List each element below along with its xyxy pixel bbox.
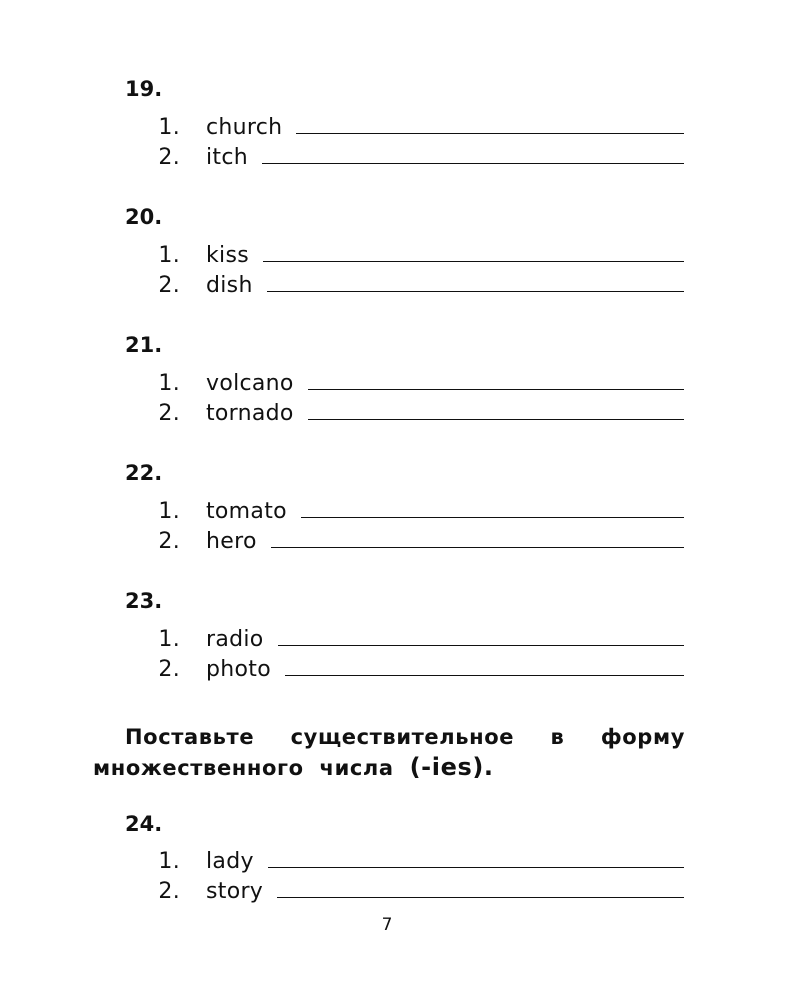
answer-line[interactable] xyxy=(278,629,684,646)
item-word: itch xyxy=(206,145,248,170)
item-word: kiss xyxy=(206,243,249,268)
instruction-line-1: Поставьте существительное в форму xyxy=(125,725,685,749)
item-number: 2. xyxy=(158,401,180,426)
item-word: dish xyxy=(206,273,253,298)
item-number: 1. xyxy=(158,115,180,140)
exercise-item xyxy=(150,848,684,876)
answer-line[interactable] xyxy=(263,245,684,262)
exercise-item xyxy=(150,400,684,428)
exercise-number: 20. xyxy=(125,205,163,229)
answer-line[interactable] xyxy=(271,531,684,548)
item-word: hero xyxy=(206,529,257,554)
exercise-number: 21. xyxy=(125,333,163,357)
item-word: volcano xyxy=(206,371,294,396)
item-number: 1. xyxy=(158,499,180,524)
exercise-item xyxy=(150,272,684,300)
item-word: church xyxy=(206,115,283,140)
item-number: 2. xyxy=(158,657,180,682)
item-number: 2. xyxy=(158,879,180,904)
item-word: photo xyxy=(206,657,271,682)
exercise-number: 19. xyxy=(125,77,163,101)
exercise-number: 22. xyxy=(125,461,163,485)
item-number: 2. xyxy=(158,529,180,554)
answer-line[interactable] xyxy=(267,275,684,292)
exercise-number: 24. xyxy=(125,812,163,836)
item-number: 1. xyxy=(158,243,180,268)
answer-line[interactable] xyxy=(296,117,684,134)
exercise-item xyxy=(150,878,684,906)
exercise-item xyxy=(150,656,684,684)
answer-line[interactable] xyxy=(262,147,684,164)
item-number: 1. xyxy=(158,371,180,396)
instruction-suffix: (-ies). xyxy=(409,753,494,781)
answer-line[interactable] xyxy=(308,403,684,420)
exercise-item xyxy=(150,114,684,142)
item-number: 2. xyxy=(158,145,180,170)
answer-line[interactable] xyxy=(277,881,684,898)
exercise-item xyxy=(150,528,684,556)
exercise-number: 23. xyxy=(125,589,163,613)
exercise-item xyxy=(150,242,684,270)
answer-line[interactable] xyxy=(301,501,684,518)
instruction-line-2-text: множественного числа xyxy=(93,756,394,780)
exercise-item xyxy=(150,498,684,526)
item-word: tornado xyxy=(206,401,294,426)
item-word: lady xyxy=(206,849,254,874)
exercise-item xyxy=(150,626,684,654)
item-number: 2. xyxy=(158,273,180,298)
answer-line[interactable] xyxy=(308,373,684,390)
item-word: radio xyxy=(206,627,264,652)
item-word: story xyxy=(206,879,264,904)
item-number: 1. xyxy=(158,849,180,874)
exercise-item xyxy=(150,370,684,398)
answer-line[interactable] xyxy=(268,851,684,868)
item-word: tomato xyxy=(206,499,287,524)
exercise-item xyxy=(150,144,684,172)
instruction-text xyxy=(93,722,685,783)
item-number: 1. xyxy=(158,627,180,652)
instruction-line-2 xyxy=(93,752,685,783)
page-number: 7 xyxy=(381,915,393,935)
answer-line[interactable] xyxy=(285,659,684,676)
